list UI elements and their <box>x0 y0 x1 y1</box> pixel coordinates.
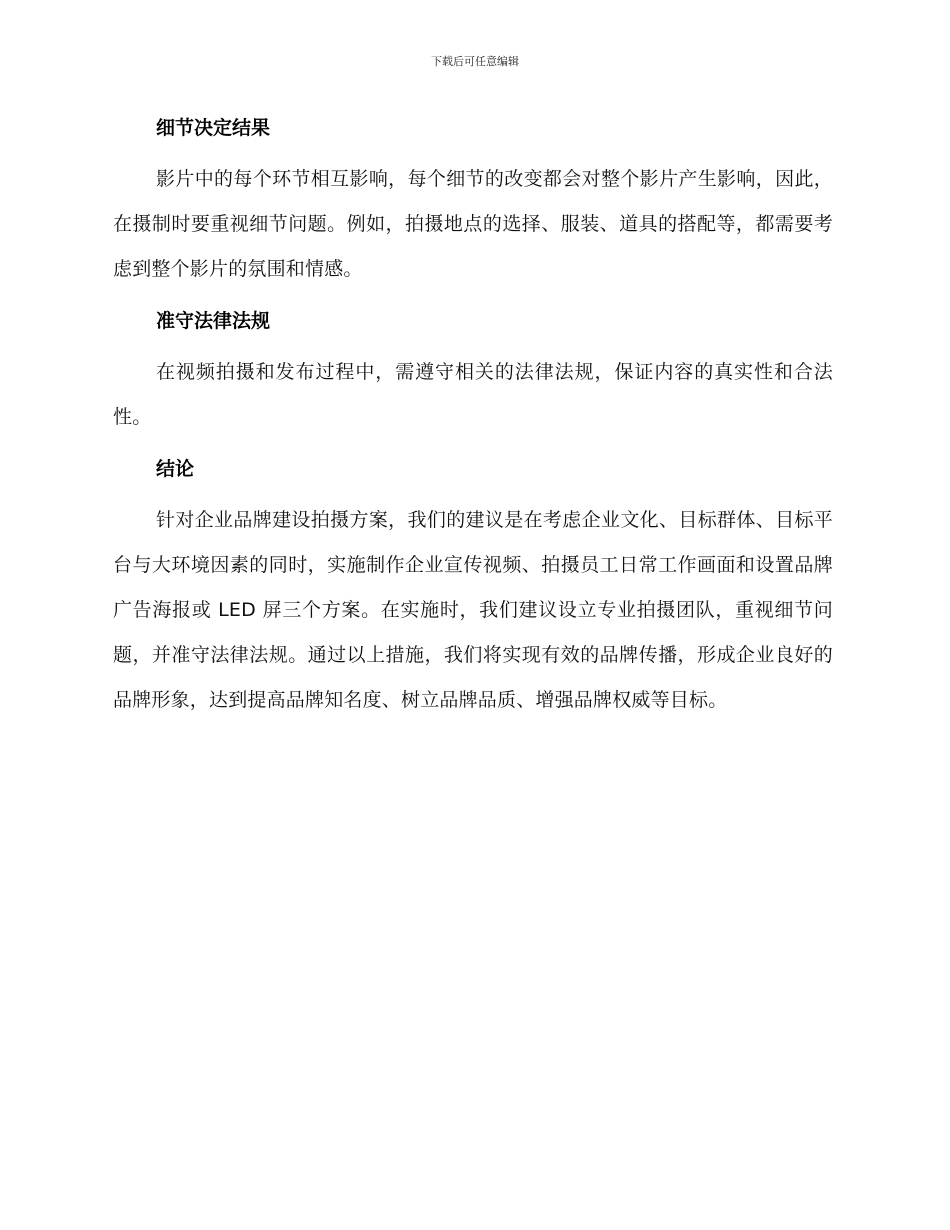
section-paragraph-details: 影片中的每个环节相互影响，每个细节的改变都会对整个影片产生影响，因此，在摄制时要重视细节问题。例如，拍摄地点的选择、服装、道具的搭配等，都需要考虑到整个影片的氛围和情感。 <box>113 168 833 280</box>
section-heading-details: 细节决定结果 <box>156 117 271 139</box>
document-body <box>113 112 833 723</box>
section-heading-conclusion: 结论 <box>156 458 195 480</box>
section-paragraph-conclusion: 针对企业品牌建设拍摄方案，我们的建议是在考虑企业文化、目标群体、目标平台与大环境因素的同时，实施制作企业宣传视频、拍摄员工日常工作画面和设置品牌广告海报或 LED 屏三个方案。在实施时，我们建议设立专业拍摄团队，重视细节问题，并准守法律法规。通过以上措施，我们将实现有效的品牌传播，形成企业良好的品牌形象，达到提高品牌知名度、树立品牌品质、增强品牌权威等目标。 <box>113 509 833 711</box>
page-header: 下载后可任意编辑 <box>431 55 519 68</box>
section-paragraph-laws: 在视频拍摄和发布过程中，需遵守相关的法律法规，保证内容的真实性和合法性。 <box>113 361 833 428</box>
section-heading-laws: 准守法律法规 <box>156 310 271 332</box>
